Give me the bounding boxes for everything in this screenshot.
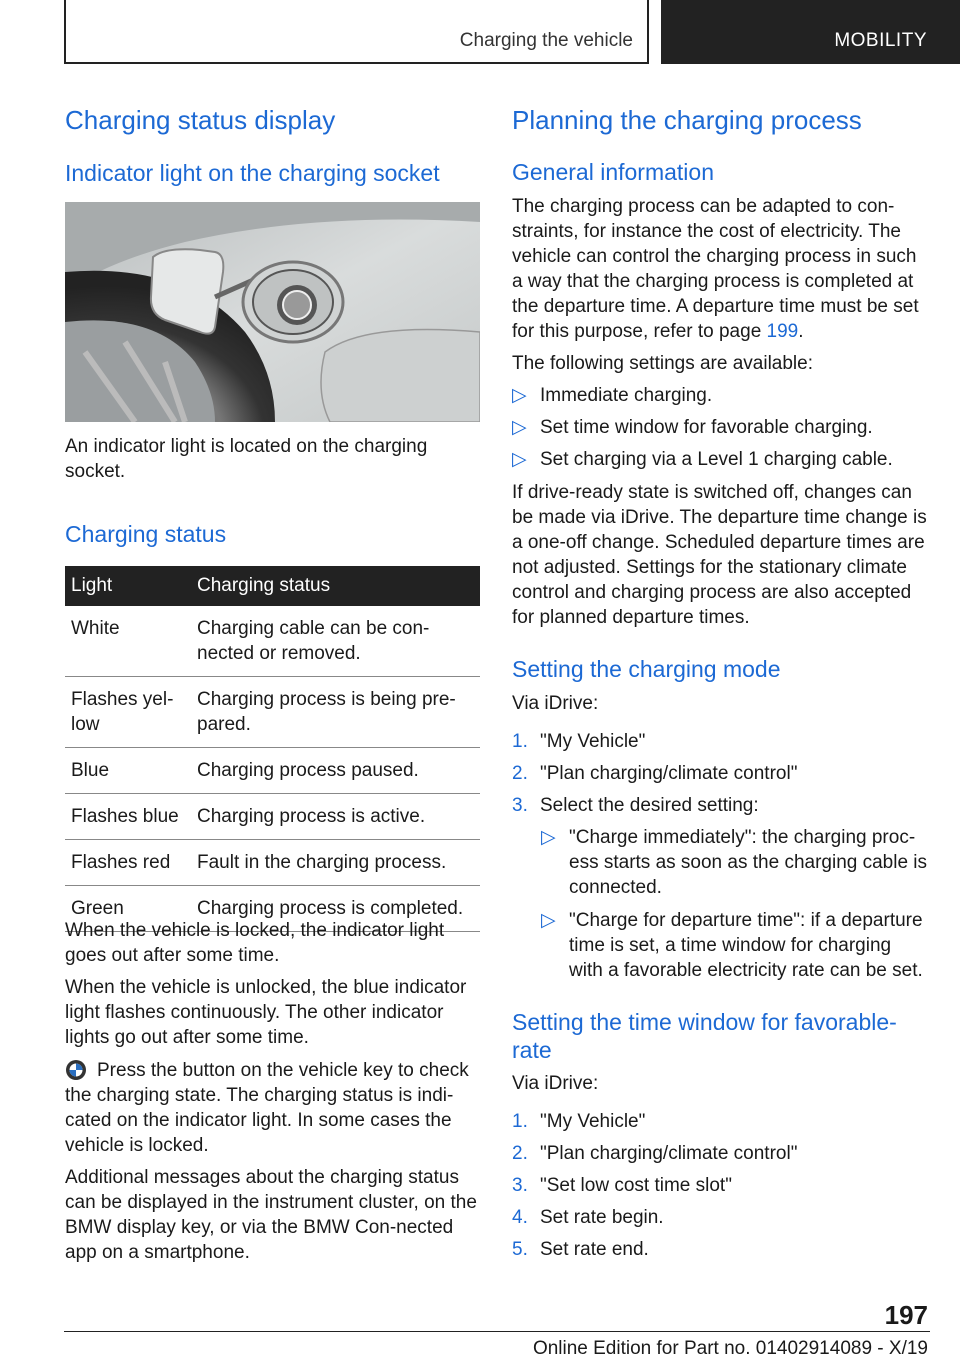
bullet-marker: ▷	[541, 910, 556, 931]
table-cell-status: Charging process is being pre-pared.	[191, 677, 480, 748]
table-cell-status: Fault in the charging process.	[191, 840, 480, 886]
bullet-marker: ▷	[512, 449, 527, 470]
step-number: 1.	[512, 731, 528, 752]
header-chapter-title: MOBILITY	[834, 30, 927, 51]
step-text: "Plan charging/climate control"	[540, 1143, 798, 1164]
header-chapter-tab	[661, 0, 960, 64]
step-text: "Set low cost time slot"	[540, 1175, 732, 1196]
paragraph-additional-messages: Additional messages about the charging status can be displayed in the instrument cluster, on the BMW display key, or via the BMW Con-nected app on a smartphone.	[65, 1167, 477, 1263]
subtitle-charging-status: Charging status	[65, 521, 227, 547]
subtitle-indicator-light: Indicator light on the charging socket	[65, 160, 440, 186]
charging-status-table	[65, 566, 480, 932]
bullet-marker: ▷	[512, 417, 527, 438]
table-header-charging-status: Charging status	[191, 566, 480, 606]
subtitle-charging-mode: Setting the charging mode	[512, 656, 781, 682]
subtitle-general-info: General information	[512, 159, 714, 185]
table-cell-status: Charging process paused.	[191, 748, 480, 794]
step-number: 2.	[512, 763, 528, 784]
table-cell-light: Green	[65, 886, 191, 932]
bullet-marker: ▷	[541, 827, 556, 848]
table-cell-status: Charging cable can be con-nected or removed.	[191, 606, 480, 677]
table-row	[65, 840, 480, 886]
list-item-text: "Charge for departure time": if a departure time is set, a time window for charging with a favorable electricity rate can be set.	[569, 910, 923, 981]
paragraph-drive-ready: If drive-ready state is switched off, changes can be made via iDrive. The departure time change is a one-off change. Scheduled departure times are not adjusted. Settings for the stationary climate control and charging process are also accepted for planned departure times.	[512, 482, 927, 628]
paragraph-locked: When the vehicle is locked, the indicator light goes out after some time.	[65, 920, 445, 966]
footer-edition: Online Edition for Part no. 01402914089 - X/19	[532, 1338, 928, 1359]
table-row	[65, 606, 480, 677]
paragraph-key-check: Press the button on the vehicle key to check the charging state. The charging status is indi-cated on the indicator light. In some cases the vehicle is locked.	[65, 1060, 469, 1156]
table-header-light: Light	[65, 566, 191, 606]
step-number: 1.	[512, 1111, 528, 1132]
table-row	[65, 794, 480, 840]
list-item-text: Immediate charging.	[540, 385, 713, 406]
step-number: 5.	[512, 1239, 528, 1260]
page-title-left: Charging status display	[65, 105, 336, 135]
step-number: 4.	[512, 1207, 528, 1228]
step-text: "My Vehicle"	[540, 731, 646, 752]
table-cell-light: Flashes red	[65, 840, 191, 886]
step-text: Set rate end.	[540, 1239, 649, 1260]
subtitle-time-window: Setting the time window for favorable-rate	[512, 1009, 897, 1063]
settings-intro: The following settings are available:	[512, 353, 814, 374]
table-header-row	[65, 566, 480, 606]
page-reference-link[interactable]: 199	[766, 321, 799, 342]
table-cell-light: Blue	[65, 748, 191, 794]
table-row	[65, 677, 480, 748]
table-cell-status: Charging process is completed.	[191, 886, 480, 932]
via-idrive-label: Via iDrive:	[512, 693, 599, 714]
bullet-marker: ▷	[512, 385, 527, 406]
step-text: "My Vehicle"	[540, 1111, 646, 1132]
list-item-text: Set charging via a Level 1 charging cable.	[540, 449, 893, 470]
step-text: "Plan charging/climate control"	[540, 763, 798, 784]
step-number: 3.	[512, 795, 528, 816]
image-caption: An indicator light is located on the charging socket.	[65, 436, 428, 482]
general-info-text: The charging process can be adapted to con-straints, for instance the cost of electricity. The vehicle can control the charging process in such a way that the charging process is completed at the departure time. A departure time must be set for this purpose, refer to page	[512, 196, 919, 342]
step-number: 3.	[512, 1175, 528, 1196]
list-item-text: "Charge immediately": the charging proc-ess starts as soon as the charging cable is connected.	[569, 827, 928, 898]
page-title-right: Planning the charging process	[512, 105, 862, 135]
table-cell-light: Flashes blue	[65, 794, 191, 840]
page-number: 197	[884, 1300, 928, 1330]
table-cell-light: Flashes yel-low	[65, 677, 191, 748]
paragraph-unlocked: When the vehicle is unlocked, the blue indicator light flashes continuously. The other indicator lights go out after some time.	[65, 977, 467, 1048]
header-section-title: Charging the vehicle	[459, 30, 633, 51]
step-number: 2.	[512, 1143, 528, 1164]
charging-socket-illustration	[65, 202, 480, 422]
table-row	[65, 748, 480, 794]
list-item-text: Set time window for favorable charging.	[540, 417, 873, 438]
header-section-tab	[64, 0, 649, 64]
step-text: Select the desired setting:	[540, 795, 759, 816]
paragraph-general-info: The charging process can be adapted to con-straints, for instance the cost of electricity. The vehicle can control the charging process in such a way that the charging process is completed at the departure time. A departure time must be set for this purpose, refer to page 199.	[512, 196, 919, 342]
step-text: Set rate begin.	[540, 1207, 664, 1228]
table-cell-status: Charging process is active.	[191, 794, 480, 840]
footer-divider	[64, 1331, 930, 1332]
table-cell-light: White	[65, 606, 191, 677]
via-idrive-label: Via iDrive:	[512, 1073, 599, 1094]
